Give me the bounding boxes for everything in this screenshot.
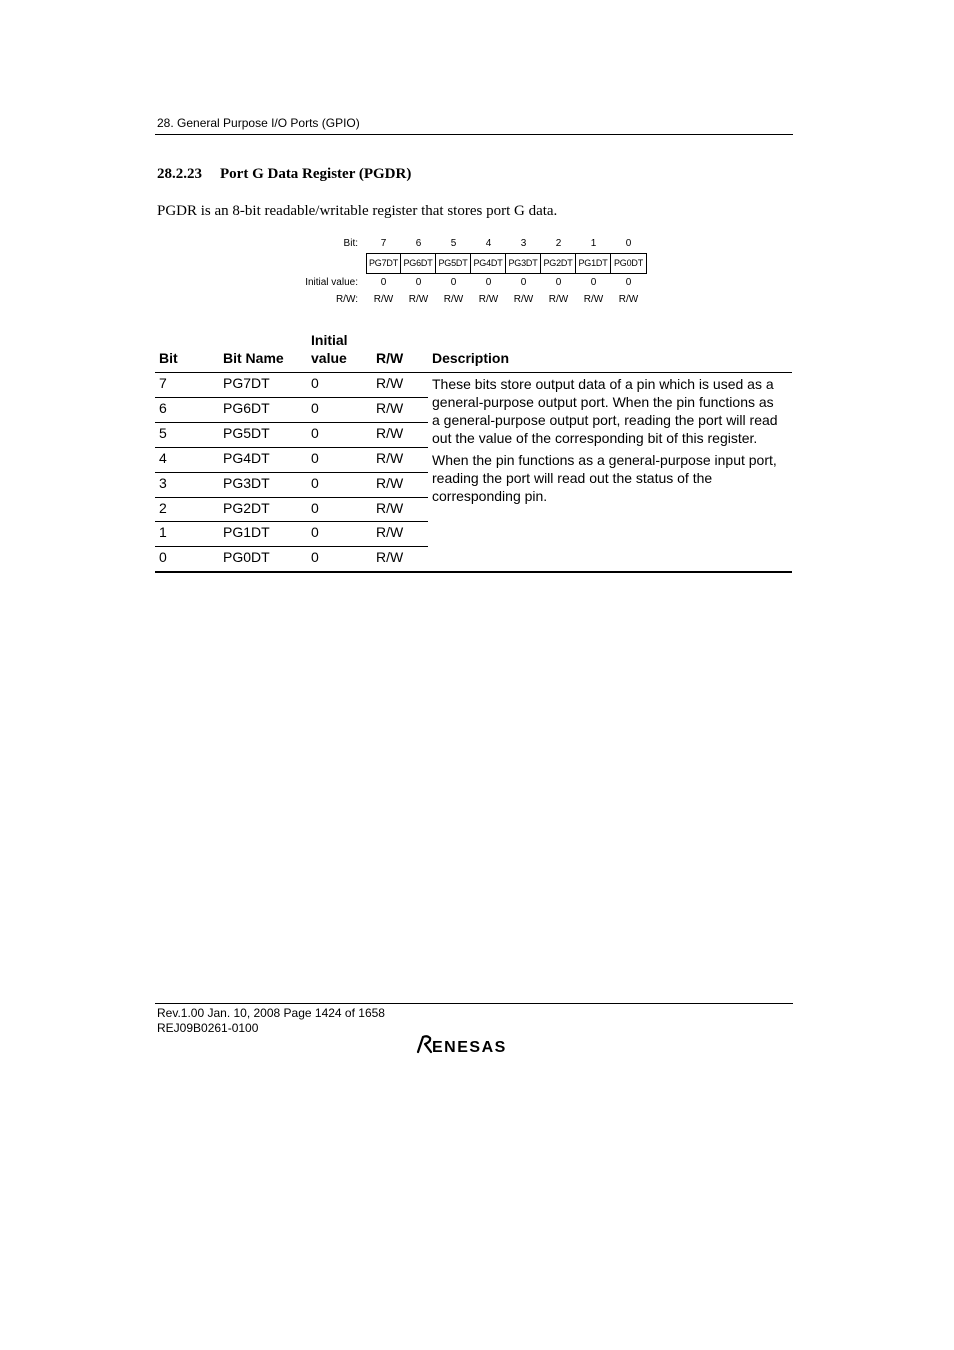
rw-row-label: R/W: <box>335 294 358 305</box>
description-paragraph-2 <box>432 451 794 505</box>
description-line: When the pin functions as a general-purpose input port, <box>432 452 777 468</box>
description-line: corresponding pin. <box>432 488 548 504</box>
row-bit: 4 <box>159 450 167 466</box>
row-rw: R/W <box>376 524 404 540</box>
row-bit: 6 <box>159 400 167 416</box>
initial-value: 0 <box>590 277 597 288</box>
row-bit-name: PG0DT <box>223 549 270 565</box>
row-rule <box>155 397 428 398</box>
register-bit-cell <box>435 253 471 274</box>
register-bit-name: PG7DT <box>368 258 398 268</box>
row-initial: 0 <box>311 549 319 565</box>
description-line: These bits store output data of a pin which is used as a <box>432 376 774 392</box>
header-description: Description <box>432 350 510 366</box>
description-line: reading the port will read out the status of the <box>432 470 713 486</box>
header-rule <box>155 134 793 135</box>
register-bit-cell <box>366 253 401 274</box>
initial-value: 0 <box>555 277 562 288</box>
description-paragraph-1 <box>432 375 794 447</box>
rw-value: R/W <box>408 294 429 305</box>
rw-value: R/W <box>443 294 464 305</box>
register-bit-cell <box>400 253 436 274</box>
row-bit-name: PG4DT <box>223 450 270 466</box>
row-rule <box>155 472 428 473</box>
row-rule <box>155 447 428 448</box>
row-initial: 0 <box>311 375 319 391</box>
bit-number: 0 <box>625 238 632 249</box>
row-bit: 1 <box>159 524 167 540</box>
header-initial-1: Initial <box>311 332 348 348</box>
row-initial: 0 <box>311 425 319 441</box>
running-header: 28. General Purpose I/O Ports (GPIO) <box>157 116 360 130</box>
row-rw: R/W <box>376 549 404 565</box>
bit-number: 7 <box>380 238 387 249</box>
bit-number: 2 <box>555 238 562 249</box>
register-bit-cell <box>470 253 506 274</box>
initial-value: 0 <box>485 277 492 288</box>
row-rule <box>155 422 428 423</box>
description-line: general-purpose output port. When the pin functions as <box>432 394 774 410</box>
rw-value: R/W <box>618 294 639 305</box>
rw-value: R/W <box>373 294 394 305</box>
row-initial: 0 <box>311 450 319 466</box>
logo-text: ENESAS <box>432 1039 507 1056</box>
rw-value: R/W <box>478 294 499 305</box>
footer-rule <box>155 1003 793 1004</box>
renesas-logo <box>414 1034 534 1061</box>
row-bit-name: PG1DT <box>223 524 270 540</box>
register-bit-name: PG5DT <box>438 258 468 268</box>
initial-value: 0 <box>415 277 422 288</box>
table-bottom-rule <box>155 571 792 573</box>
register-bit-name: PG3DT <box>508 258 538 268</box>
row-rw: R/W <box>376 450 404 466</box>
bit-row-label: Bit: <box>343 238 358 249</box>
initial-value: 0 <box>520 277 527 288</box>
header-initial-2: value <box>311 350 347 366</box>
bit-number: 5 <box>450 238 457 249</box>
header-bit: Bit <box>159 350 178 366</box>
initial-value: 0 <box>625 277 632 288</box>
register-bit-cell <box>505 253 541 274</box>
row-initial: 0 <box>311 524 319 540</box>
register-bit-name: PG0DT <box>613 258 643 268</box>
initial-row-label: Initial value: <box>305 277 358 288</box>
register-bit-name: PG1DT <box>578 258 608 268</box>
renesas-logo-mark <box>414 1034 534 1056</box>
row-bit: 3 <box>159 475 167 491</box>
row-bit: 2 <box>159 500 167 516</box>
register-bit-cell <box>540 253 576 274</box>
rw-value: R/W <box>583 294 604 305</box>
row-bit-name: PG6DT <box>223 400 270 416</box>
section-heading: Port G Data Register (PGDR) <box>220 166 412 182</box>
row-initial: 0 <box>311 475 319 491</box>
section-number: 28.2.23 <box>157 166 202 182</box>
row-bit-name: PG5DT <box>223 425 270 441</box>
bit-number: 1 <box>590 238 597 249</box>
bit-number: 4 <box>485 238 492 249</box>
rw-value: R/W <box>513 294 534 305</box>
footer-revision: Rev.1.00 Jan. 10, 2008 Page 1424 of 1658 <box>157 1006 385 1020</box>
register-bit-name: PG6DT <box>403 258 433 268</box>
row-bit: 7 <box>159 375 167 391</box>
description-line: out the value of the corresponding bit of this register. <box>432 430 758 446</box>
section-title <box>157 166 411 183</box>
bit-number: 3 <box>520 238 527 249</box>
row-rw: R/W <box>376 425 404 441</box>
row-rule <box>155 497 428 498</box>
footer-doc-number: REJ09B0261-0100 <box>157 1021 259 1035</box>
row-rw: R/W <box>376 375 404 391</box>
header-bit-name: Bit Name <box>223 350 284 366</box>
row-bit-name: PG3DT <box>223 475 270 491</box>
row-bit: 0 <box>159 549 167 565</box>
header-rw: R/W <box>376 350 404 366</box>
description-line: a general-purpose output port, reading the port will read <box>432 412 778 428</box>
row-initial: 0 <box>311 400 319 416</box>
row-rw: R/W <box>376 400 404 416</box>
row-rw: R/W <box>376 475 404 491</box>
initial-value: 0 <box>380 277 387 288</box>
header-rule <box>155 372 792 373</box>
row-rule <box>155 521 428 522</box>
intro-paragraph: PGDR is an 8-bit readable/writable register that stores port G data. <box>157 203 558 219</box>
bit-number: 6 <box>415 238 422 249</box>
row-rw: R/W <box>376 500 404 516</box>
initial-value: 0 <box>450 277 457 288</box>
row-bit-name: PG2DT <box>223 500 270 516</box>
register-bit-cell <box>575 253 611 274</box>
register-bit-name: PG4DT <box>473 258 503 268</box>
row-rule <box>155 546 428 547</box>
register-bit-name: PG2DT <box>543 258 573 268</box>
register-bit-cell <box>610 253 647 274</box>
row-initial: 0 <box>311 500 319 516</box>
row-bit-name: PG7DT <box>223 375 270 391</box>
row-bit: 5 <box>159 425 167 441</box>
rw-value: R/W <box>548 294 569 305</box>
